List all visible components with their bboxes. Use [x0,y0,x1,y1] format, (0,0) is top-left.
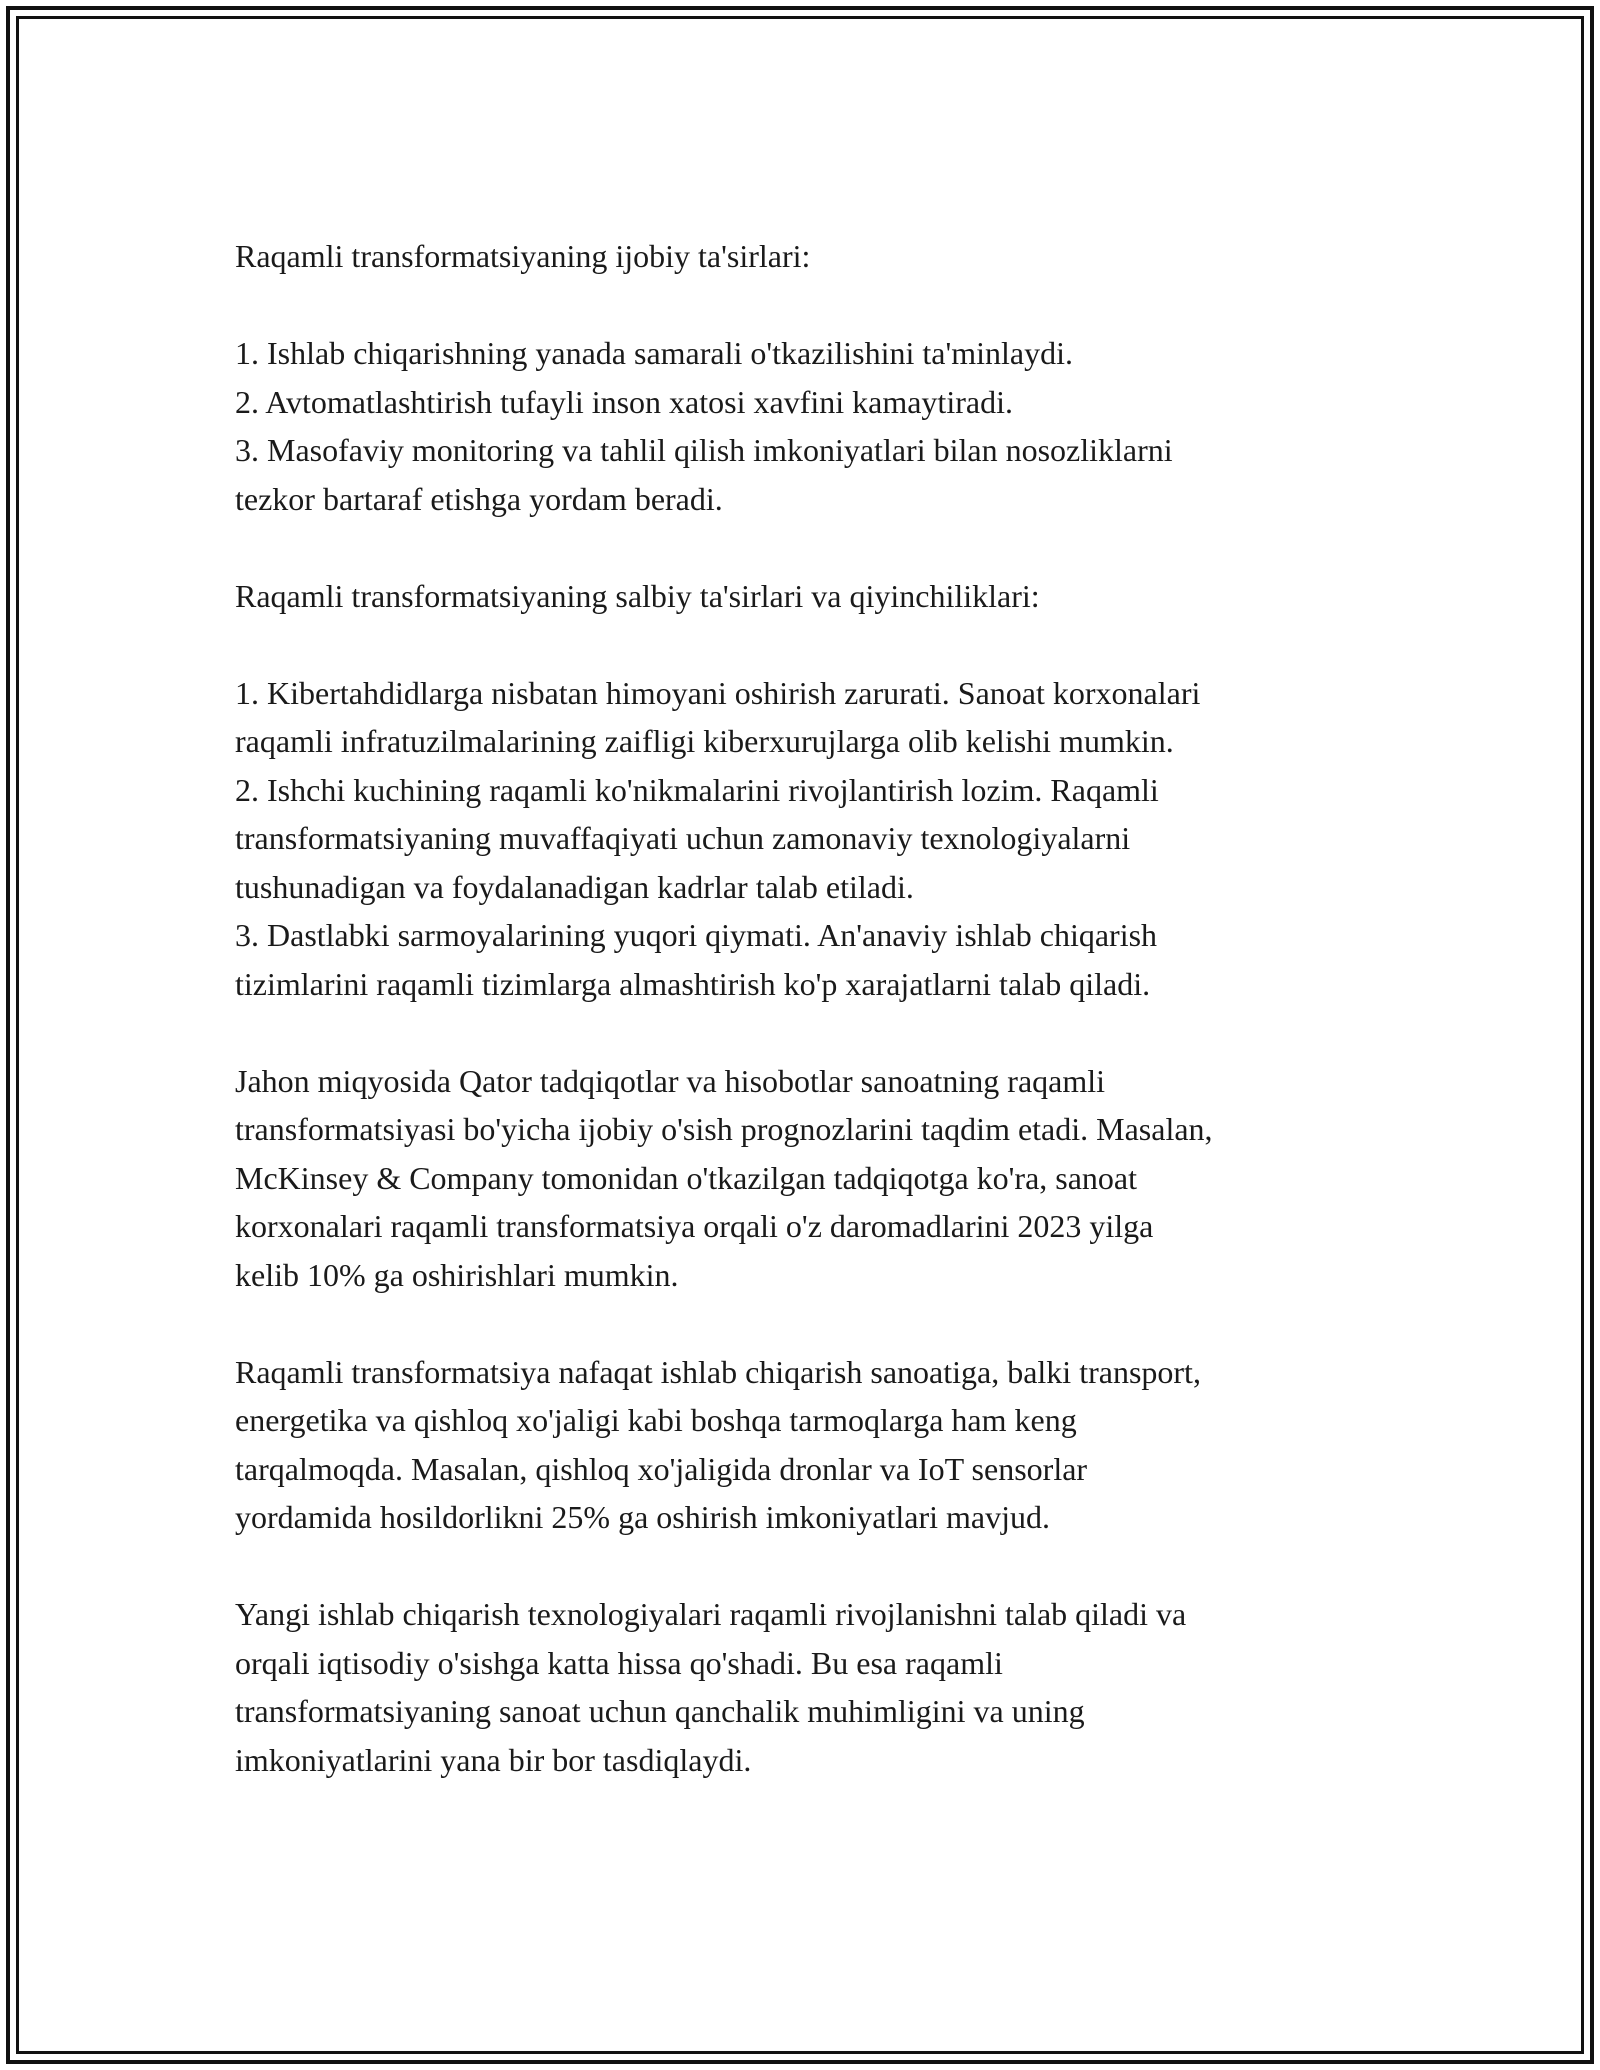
spacer [235,1299,1375,1348]
paragraph-line: orqali iqtisodiy o'sishga katta hissa qo'shadi. Bu esa raqamli [235,1644,1003,1681]
spacer [235,1008,1375,1057]
list-line: raqamli infratuzilmalarining zaifligi kiberxurujlarga olib kelishi mumkin. [235,723,1174,759]
list-line: tushunadigan va foydalanadigan kadrlar talab etiladi. [235,868,914,905]
paragraph-line: imkoniyatlarini yana bir bor tasdiqlaydi. [235,1741,752,1778]
section-heading: Raqamli transformatsiyaning salbiy ta'sirlari va qiyinchiliklari: [235,577,1040,614]
paragraph-conclusion [235,1590,1375,1784]
paragraph-line: Yangi ishlab chiqarish texnologiyalari raqamli rivojlanishni talab qiladi va [235,1596,1187,1632]
spacer [235,523,1375,572]
paragraph-line: McKinsey & Company tomonidan o'tkazilgan tadqiqotga ko'ra, sanoat [235,1159,1138,1196]
list-line: 2. Ishchi kuchining raqamli ko'nikmalarini rivojlantirish lozim. Raqamli [235,771,1159,808]
paragraph-line: kelib 10% ga oshirishlari mumkin. [235,1256,679,1293]
spacer [235,620,1375,669]
list-line: 3. Masofaviy monitoring va tahlil qilish imkoniyatlari bilan nosozliklarni [235,432,1173,468]
list-line: 1. Kibertahdidlarga nisbatan himoyani oshirish zarurati. Sanoat korxonalari [235,674,1201,711]
list-line: tizimlarini raqamli tizimlarga almashtirish ko'p xarajatlarni talab qiladi. [235,965,1151,1002]
paragraph-line: tarqalmoqda. Masalan, qishloq xo'jaligida dronlar va IoT sensorlar [235,1450,1088,1487]
paragraph-line: transformatsiyaning sanoat uchun qanchalik muhimligini va uning [235,1693,1085,1729]
section-heading: Raqamli transformatsiyaning ijobiy ta'sirlari: [235,238,811,274]
positive-effects-section [235,232,1375,523]
paragraph-line: korxonalari raqamli transformatsiya orqali o'z daromadlarini 2023 yilga [235,1208,1154,1244]
paragraph-global-research [235,1057,1375,1300]
paragraph-line: energetika va qishloq xo'jaligi kabi boshqa tarmoqlarga ham keng [235,1402,1077,1438]
list-line: tezkor bartaraf etishga yordam beradi. [235,480,723,517]
negative-effects-section [235,572,1375,1009]
paragraph-line: transformatsiyasi bo'yicha ijobiy o'sish prognozlarini taqdim etadi. Masalan, [235,1111,1213,1147]
list-line: 3. Dastlabki sarmoyalarining yuqori qiymati. An'anaviy ishlab chiqarish [235,917,1158,953]
document-body [235,232,1375,1784]
paragraph-line: yordamida hosildorlikni 25% ga oshirish imkoniyatlari mavjud. [235,1499,1050,1535]
spacer [235,1542,1375,1591]
list-line: 1. Ishlab chiqarishning yanada samarali o'tkazilishini ta'minlaydi. [235,335,1073,371]
spacer [235,281,1375,330]
list-line: 2. Avtomatlashtirish tufayli inson xatosi xavfini kamaytiradi. [235,383,1013,420]
paragraph-other-sectors [235,1348,1375,1542]
list-line: transformatsiyaning muvaffaqiyati uchun zamonaviy texnologiyalarni [235,820,1131,856]
paragraph-line: Raqamli transformatsiya nafaqat ishlab chiqarish sanoatiga, balki transport, [235,1353,1201,1390]
paragraph-line: Jahon miqyosida Qator tadqiqotlar va hisobotlar sanoatning raqamli [235,1062,1106,1099]
